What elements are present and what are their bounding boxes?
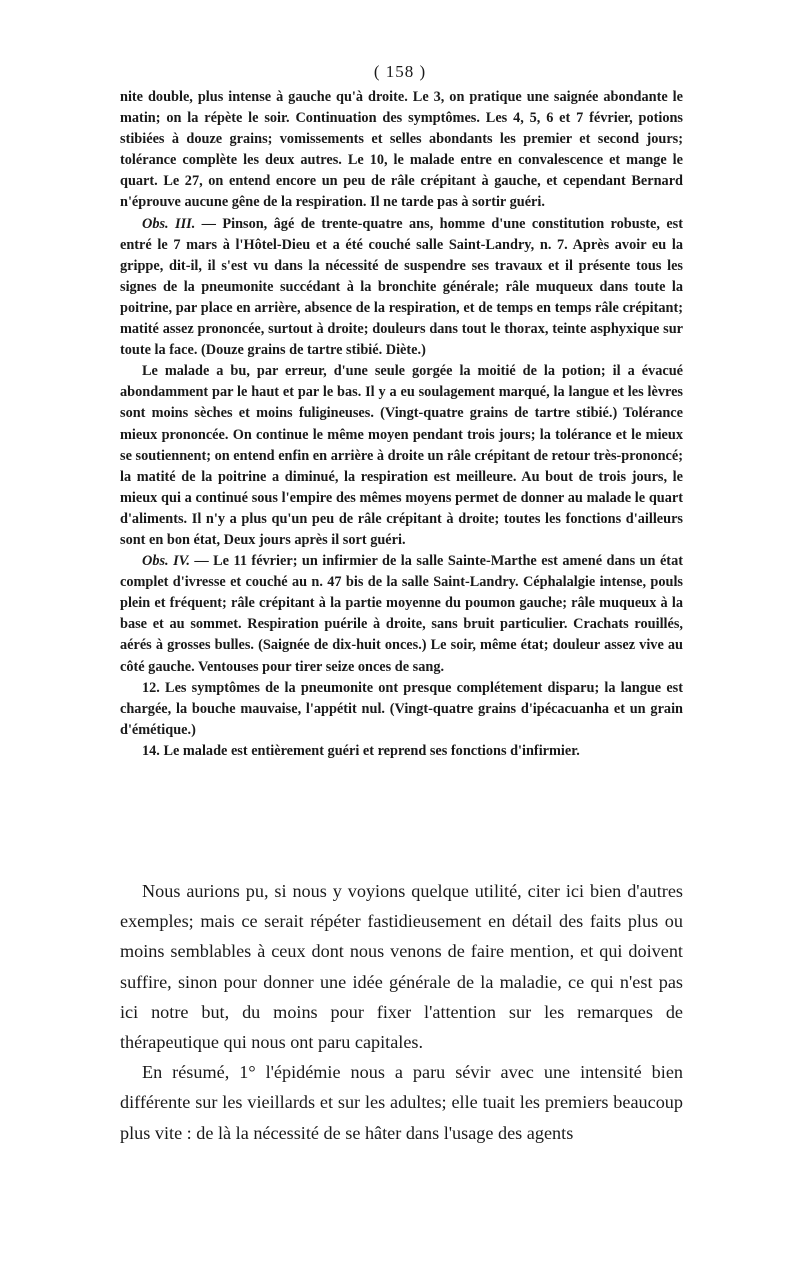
- paragraph-text: — Pinson, âgé de trente-quatre ans, homme d'une constitution robuste, est entré le 7 mars à l'Hôtel-Dieu et a été couché salle Saint-Landry, n. 7. Après avoir eu la grippe, dit-il, il s'est vu dans la nécessité de suspendre ses travaux et il présente tous les signes de la pneumonite succédant à la bronchite générale; râle muqueux dans toute la poitrine, par place en arrière, absence de la respiration, et de temps en temps râle crépitant; matité assez prononcée, surtout à droite; douleurs dans tout le thorax, teinte asphyxique sur toute la face. (Douze grains de tartre stibié. Diète.): [120, 215, 684, 359]
- paragraph-text: nite double, plus intense à gauche qu'à droite. Le 3, on pratique une saignée abondante le matin; on la répète le soir. Continuation des symptômes. Les 4, 5, 6 et 7 février, potions stibiées à douze grains; vomissements et selles abondants les premier et second jours; tolérance complète les deux autres. Le 10, le malade entre en convalescence et mange le quart. Le 27, on entend encore un peu de râle crépitant à gauche, et cependant Bernard n'éprouve aucune gêne de la respiration. Il ne tarde pas à sortir guéri.: [120, 89, 683, 211]
- observation-label: Obs. III.: [142, 215, 196, 232]
- paragraph-text: — Le 11 février; un infirmier de la salle Sainte-Marthe est amené dans un état complet d'ivresse et couché au n. 47 bis de la salle Saint-Landry. Céphalalgie intense, pouls plein et fréquent; râle crépitant à la partie moyenne du poumon gauche; râle muqueux à la base et au sommet. Respiration puérile à droite, sans bruit particulier. Crachats rouillés, aérés à grosses bulles. (Saignée de dix-huit onces.) Le soir, même état; douleur assez vive au côté gauche. Ventouses pour tirer seize onces de sang.: [120, 553, 683, 675]
- paragraph-obs-3-followup: [120, 361, 683, 551]
- main-text: [120, 876, 683, 1148]
- observation-label: Obs. IV.: [142, 553, 190, 570]
- paragraph-continuation: [120, 87, 683, 214]
- paragraph-text: En résumé, 1° l'épidémie nous a paru sévir avec une intensité bien différente sur les vieillards et sur les adultes; elle tuait les premiers beaucoup plus vite : de là la nécessité de se hâter dans l'usage des agents: [120, 1062, 683, 1143]
- paragraph-text: 12. Les symptômes de la pneumonite ont presque complétement disparu; la langue est chargée, la bouche mauvaise, l'appétit nul. (Vingt-quatre grains d'ipécacuanha et un grain d'émétique.): [120, 679, 683, 738]
- paragraph-examples: [120, 876, 683, 1057]
- page-number: ( 158 ): [373, 62, 427, 81]
- case-observations: [120, 87, 683, 762]
- paragraph-summary: [120, 1057, 683, 1148]
- paragraph-day-14: [120, 741, 683, 762]
- paragraph-day-12: [120, 678, 683, 741]
- paragraph-text: Nous aurions pu, si nous y voyions quelque utilité, citer ici bien d'autres exemples; mais ce serait répéter fastidieusement en détail des faits plus ou moins semblables à ceux dont nous venons de faire mention, et qui doivent suffire, sinon pour donner une idée générale de la maladie, ce qui n'est pas ici notre but, du moins pour fixer l'attention sur les remarques de thérapeutique qui nous ont paru capitales.: [120, 881, 683, 1053]
- paragraph-obs-3: [120, 214, 683, 362]
- paragraph-obs-4: [120, 551, 683, 678]
- paragraph-text: Le malade a bu, par erreur, d'une seule gorgée la moitié de la potion; il a évacué abondamment par le haut et par le bas. Il y a eu soulagement marqué, la langue et les lèvres sont moins sèches et moins fuligineuses. (Vingt-quatre grains de tartre stibié.) Tolérance mieux prononcée. On continue le même moyen pendant trois jours; la tolérance et le mieux se soutiennent; on entend enfin en arrière à droite un râle crépitant de retour très-prononcé; la matité de la poitrine a diminué, la respiration est meilleure. Au bout de trois jours, le mieux qui a continué sous l'empire des mêmes moyens permet de donner au malade le quart d'aliments. Il n'y a plus qu'un peu de râle crépitant à droite; toutes les fonctions d'ailleurs sont en bon état, Deux jours après il sort guéri.: [120, 363, 683, 548]
- paragraph-text: 14. Le malade est entièrement guéri et reprend ses fonctions d'infirmier.: [142, 742, 580, 759]
